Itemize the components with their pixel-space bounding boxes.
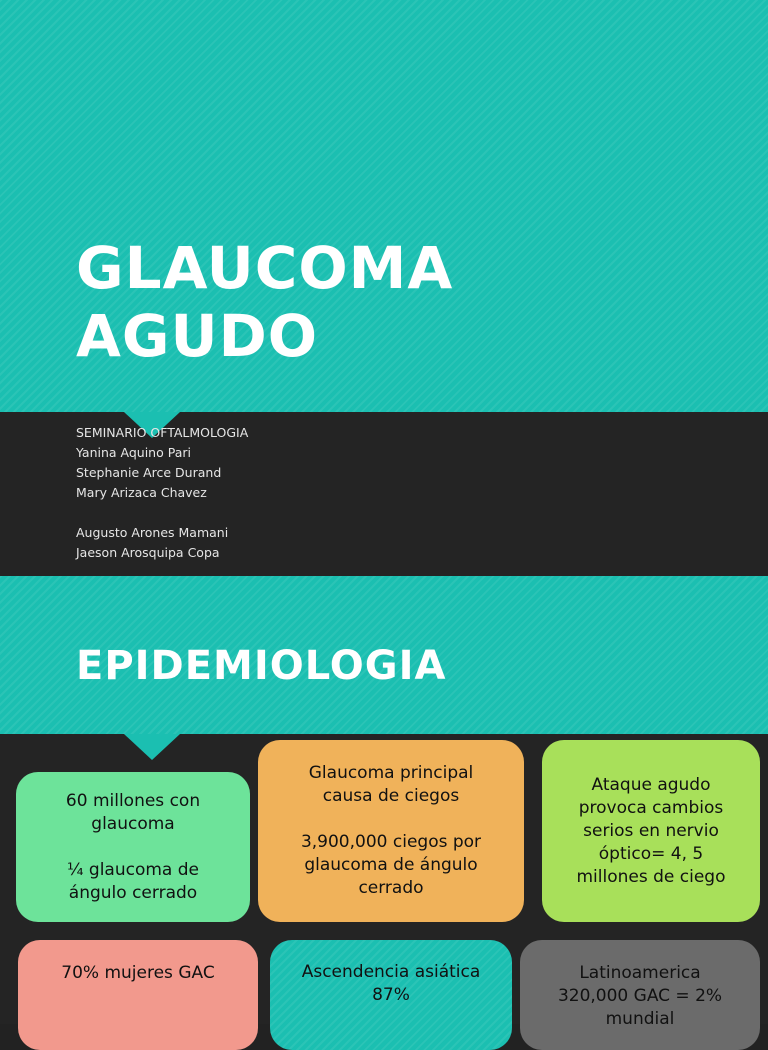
epidemiology-box-3 [542, 740, 760, 922]
box-text-line: glaucoma [91, 813, 175, 834]
epidemiology-box-4 [18, 940, 258, 1050]
box-text-line: 320,000 GAC = 2% [557, 985, 723, 1006]
box-text-line: provoca cambios [578, 797, 724, 818]
box-text-line: Ascendencia asiática [301, 962, 481, 982]
box-text-line: óptico= 4, 5 [598, 843, 704, 864]
box-text-line: serios en nervio [583, 820, 719, 841]
slide2-title: EPIDEMIOLOGIA [76, 643, 447, 689]
box-text-line: Ataque agudo [591, 774, 711, 795]
subtitle-line: Augusto Arones Mamani [76, 525, 229, 540]
box-text-line: 87% [372, 985, 410, 1005]
box-text-line: 60 millones con [65, 790, 201, 811]
box-text-line: glaucoma de ángulo [304, 855, 478, 875]
box-text-line: cerrado [358, 878, 424, 898]
subtitle-line: Mary Arizaca Chavez [76, 485, 207, 500]
slide1-title-line2: AGUDO [76, 302, 319, 370]
box-text-line: causa de ciegos [322, 786, 460, 806]
epidemiology-box-2 [258, 740, 524, 922]
epidemiology-box-5 [270, 940, 512, 1050]
epidemiology-box-6 [520, 940, 760, 1050]
box-text-line: millones de ciego [576, 866, 726, 887]
box-text-line: mundial [605, 1008, 675, 1029]
box-text-line: Latinoamerica [579, 962, 701, 983]
subtitle-line: Stephanie Arce Durand [76, 465, 222, 480]
box-text-line: ángulo cerrado [68, 882, 198, 903]
box-text-line: Glaucoma principal [308, 763, 474, 783]
box-text-line: 3,900,000 ciegos por [300, 832, 482, 852]
epidemiology-box-1 [16, 772, 250, 922]
subtitle-line: Yanina Aquino Pari [76, 445, 191, 460]
box-text-line: ¼ glaucoma de [67, 859, 199, 880]
subtitle-line: Jaeson Arosquipa Copa [76, 545, 220, 560]
box-text-line: 70% mujeres GAC [61, 962, 215, 983]
slide2-notch [124, 734, 180, 760]
slide1-title-line1: GLAUCOMA [76, 234, 454, 302]
subtitle-line: SEMINARIO OFTALMOLOGIA [76, 425, 249, 440]
